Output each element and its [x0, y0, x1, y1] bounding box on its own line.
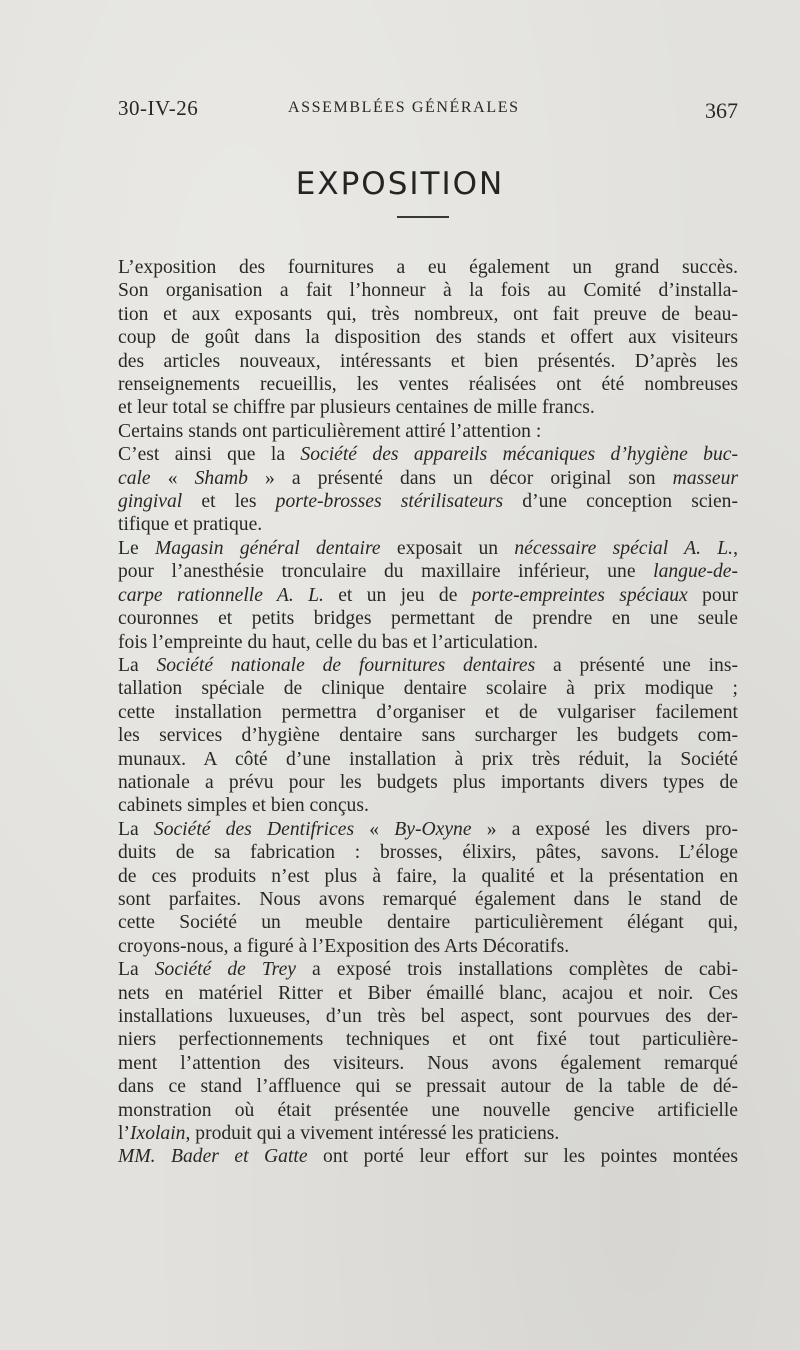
text-line: La Société des Dentifrices « By-Oxyne » a exposé les divers pro- — [118, 818, 738, 840]
text-line: sont parfaites. Nous avons remarqué également dans le stand de — [118, 888, 738, 910]
text-line: Le Magasin général dentaire exposait un nécessaire spécial A. L., — [118, 537, 738, 559]
body-text — [118, 256, 738, 1169]
italic-text: Shamb — [194, 467, 248, 489]
text-line: cale « Shamb » a présenté dans un décor original son masseur — [118, 467, 738, 489]
text-line: La Société de Trey a exposé trois installations complètes de cabi- — [118, 959, 739, 981]
italic-text: nécessaire spécial A. L. — [514, 537, 734, 559]
italic-text: By-Oxyne — [394, 818, 472, 840]
text-line: C’est ainsi que la Société des appareils mécaniques d’hygiène buc- — [118, 444, 738, 466]
text-line: coup de goût dans la disposition des stands et offert aux visiteurs — [118, 327, 738, 349]
page-title: EXPOSITION — [295, 166, 505, 202]
text-line: MM. Bader et Gatte ont porté leur effort sur les pointes montées — [118, 1146, 738, 1168]
text-line: niers perfectionnements techniques et ont fixé tout particulière- — [118, 1029, 738, 1051]
text-line: les services d’hygiène dentaire sans surcharger les budgets com- — [118, 725, 738, 747]
page-number: 367 — [705, 98, 738, 123]
italic-text: cale — [118, 467, 151, 489]
text-line: dans ce stand l’affluence qui se pressait autour de la table de dé- — [118, 1076, 738, 1098]
text-line: Son organisation a fait l’honneur à la fois au Comité d’installa- — [118, 280, 738, 302]
text-line: fois l’empreinte du haut, celle du bas et l’articulation. — [118, 631, 539, 653]
text-line: et leur total se chiffre par plusieurs centaines de mille francs. — [118, 397, 595, 419]
text-line: duits de sa fabrication : brosses, élixirs, pâtes, savons. L’éloge — [118, 842, 738, 864]
text-line: cabinets simples et bien conçus. — [118, 795, 369, 817]
italic-text: gingival — [118, 491, 183, 513]
text-line: gingival et les porte-brosses stérilisateurs d’une conception scien- — [118, 491, 738, 513]
text-line: monstration où était présentée une nouvelle gencive artificielle — [118, 1099, 738, 1121]
text-line: de ces produits n’est plus à faire, la qualité et la présentation en — [118, 865, 738, 887]
italic-text: carpe rationnelle A. L. — [118, 584, 324, 606]
text-line: Certains stands ont particulièrement attiré l’attention : — [118, 420, 542, 442]
text-line: croyons-nous, a figuré à l’Exposition des Arts Décoratifs. — [118, 935, 570, 957]
text-line: cette Société un meuble dentaire particulièrement élégant qui, — [118, 912, 738, 934]
header-date: 30-IV-26 — [118, 96, 199, 120]
italic-text: Magasin général dentaire — [154, 537, 381, 559]
text-line: l’Ixolain, produit qui a vivement intéressé les praticiens. — [118, 1123, 560, 1145]
italic-text: langue-de- — [653, 561, 738, 583]
text-line: carpe rationnelle A. L. et un jeu de porte-empreintes spéciaux pour — [118, 584, 738, 606]
text-line: installations luxueuses, d’un très bel aspect, sont pourvues des der- — [118, 1006, 738, 1027]
italic-text: MM. Bader et Gatte — [118, 1146, 308, 1168]
text-line: des articles nouveaux, intéressants et bien présentés. D’après les — [118, 350, 738, 372]
text-line: tion et aux exposants qui, très nombreux, ont fait preuve de beau- — [118, 303, 738, 325]
text-line: tallation spéciale de clinique dentaire scolaire à prix modique ; — [118, 678, 738, 700]
text-line: couronnes et petits bridges permettant de prendre en une seule — [118, 608, 738, 630]
italic-text: Société nationale de fournitures dentaires — [156, 654, 536, 676]
text-line: La Société nationale de fournitures dentaires a présenté une ins- — [118, 654, 738, 676]
text-line: pour l’anesthésie tronculaire du maxillaire inférieur, une langue-de- — [118, 561, 738, 583]
running-header — [118, 96, 738, 124]
text-line: nationale a prévu pour les budgets plus importants divers types de — [118, 771, 738, 793]
italic-text: Société des appareils mécaniques d’hygiène buc- — [300, 444, 738, 466]
italic-text: Société de Trey — [154, 959, 296, 981]
text-line: renseignements recueillis, les ventes réalisées ont été nombreuses — [118, 374, 738, 396]
header-section-title: ASSEMBLÉES GÉNÉRALES — [288, 99, 520, 116]
text-line: tifique et pratique. — [118, 514, 263, 536]
italic-text: Société des Dentifrices — [153, 818, 355, 840]
text-line: ment l’attention des visiteurs. Nous avons également remarqué — [118, 1052, 738, 1074]
italic-text: porte-empreintes spéciaux — [471, 584, 688, 606]
text-line: cette installation permettra d’organiser et de vulgariser facilement — [118, 701, 738, 723]
italic-text: Ixolain — [129, 1123, 186, 1145]
italic-text: masseur — [672, 467, 738, 489]
text-line: L’exposition des fournitures a eu également un grand succès. — [118, 257, 738, 278]
title-rule — [397, 216, 449, 218]
text-line: munaux. A côté d’une installation à prix très réduit, la Société — [118, 748, 738, 770]
text-line: nets en matériel Ritter et Biber émaillé blanc, acajou et noir. Ces — [118, 982, 738, 1004]
italic-text: porte-brosses stérilisateurs — [275, 491, 504, 513]
